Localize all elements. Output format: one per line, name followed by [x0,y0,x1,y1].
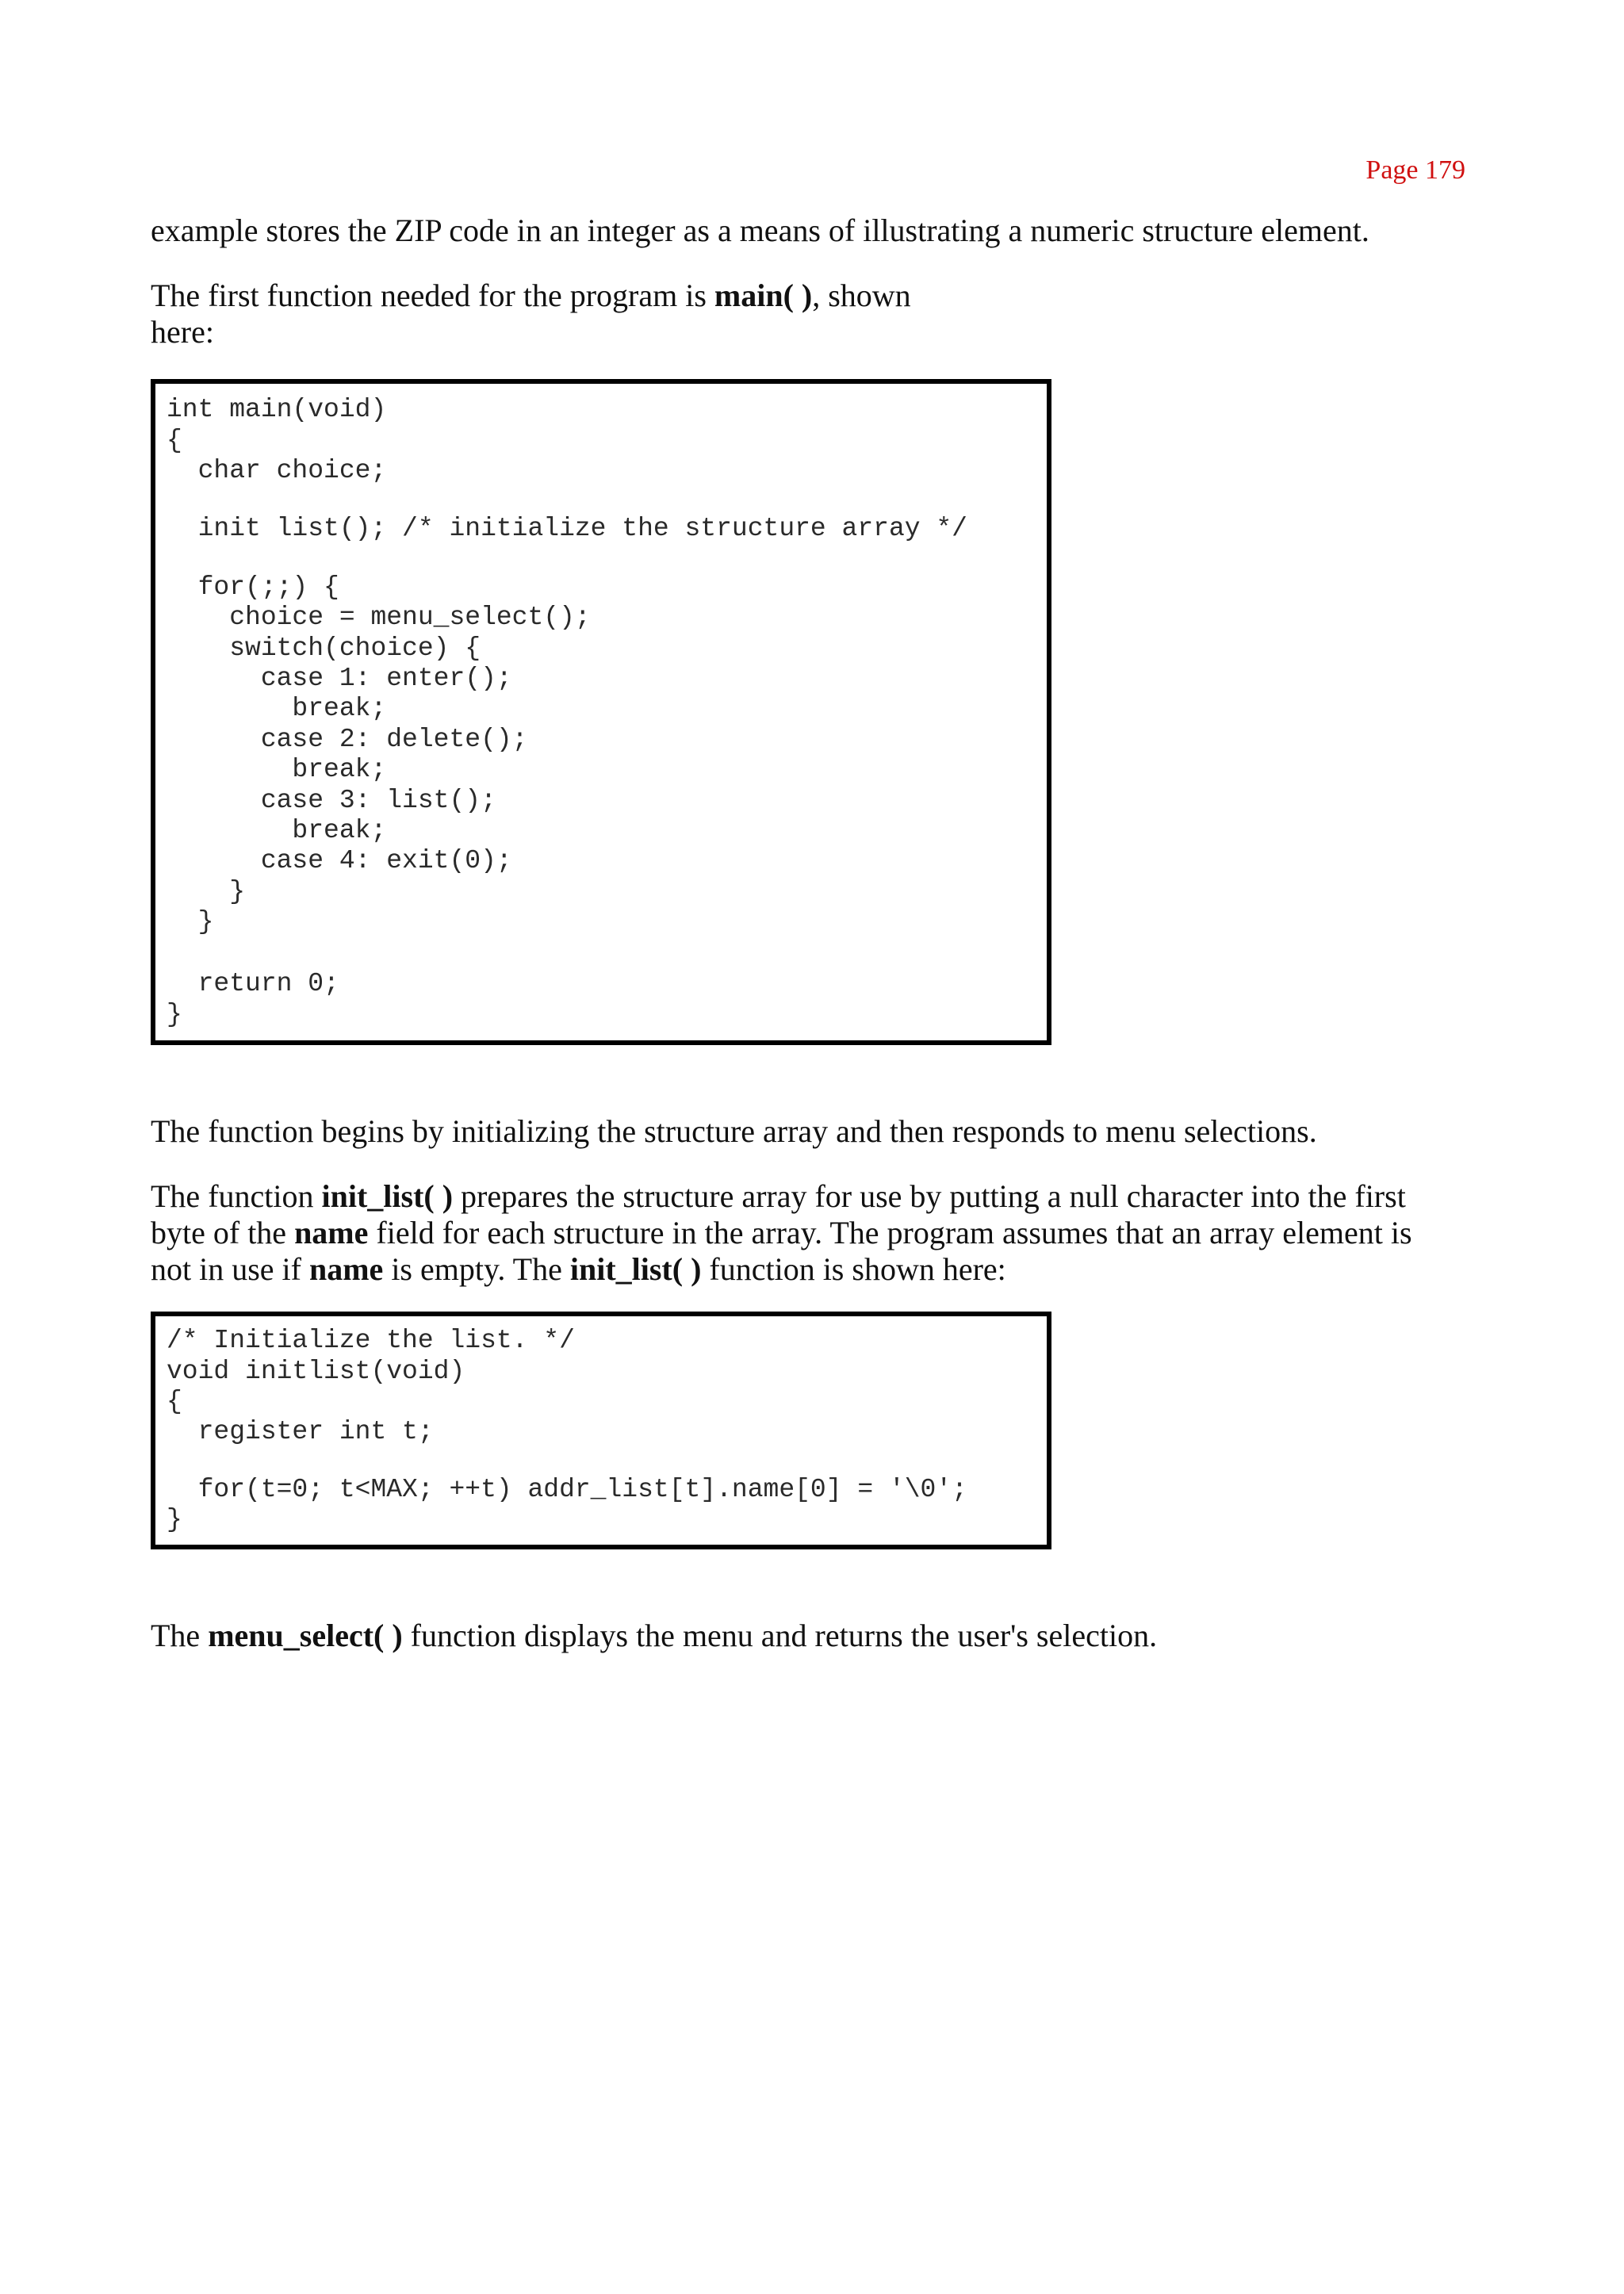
paragraph-first-function [151,278,911,350]
page-number: Page 179 [1365,155,1465,185]
text: field for each structure in the array. The program assumes that an array element is [368,1215,1412,1250]
text: function is shown here: [701,1251,1006,1287]
text: The function [151,1178,322,1214]
code-line: break; [167,694,387,723]
text: , shown [812,278,911,313]
text: The [151,1618,209,1653]
code-line: case 2: delete(); [167,725,528,754]
code-line: register int t; [167,1417,434,1446]
code-line: case 3: list(); [167,786,496,815]
code-line: int main(void) [167,395,387,424]
code-line: switch(choice) { [167,634,481,663]
field-name: name [294,1215,369,1250]
paragraph-init-list [151,1178,1412,1288]
text: function displays the menu and returns the user's selection. [402,1618,1158,1653]
text: prepares the structure array for use by putting a null character into the first [453,1178,1406,1214]
code-line: } [167,877,246,906]
text: is empty. The [383,1251,570,1287]
code-line: return 0; [167,969,339,998]
code-line: } [167,907,214,936]
code-line: case 1: enter(); [167,664,512,693]
code-line: } [167,1000,182,1029]
paragraph-menu-select [151,1618,1157,1654]
code-listing-main [151,379,1051,1045]
code-line: char choice; [167,456,387,485]
function-name-init-list: init_list( ) [321,1178,454,1214]
code-line: choice = menu_select(); [167,603,591,632]
code-line: { [167,426,182,455]
function-name-menu-select: menu_select( ) [208,1618,403,1653]
field-name: name [308,1251,384,1287]
text: not in use if [151,1251,309,1287]
code-line: /* Initialize the list. */ [167,1326,575,1355]
text: here: [151,314,214,350]
code-line: { [167,1387,182,1416]
code-line: break; [167,816,387,845]
function-name-init-list: init_list( ) [569,1251,702,1287]
code-line: for(t=0; t<MAX; ++t) addr_list[t].name[0] = '\0'; [167,1475,967,1504]
code-listing-init-list [151,1312,1051,1549]
paragraph-function-begins: The function begins by initializing the structure array and then responds to menu selections. [151,1113,1317,1149]
paragraph-intro: example stores the ZIP code in an integer as a means of illustrating a numeric structure element. [151,213,1369,248]
function-name-main: main( ) [714,278,813,313]
code-line: } [167,1505,182,1534]
code-line: case 4: exit(0); [167,846,512,875]
code-line: void initlist(void) [167,1357,465,1386]
text: byte of the [151,1215,295,1250]
code-line: for(;;) { [167,573,339,602]
code-line: init list(); /* initialize the structure array */ [167,514,967,543]
text: The first function needed for the program is [151,278,714,313]
code-line: break; [167,755,387,784]
